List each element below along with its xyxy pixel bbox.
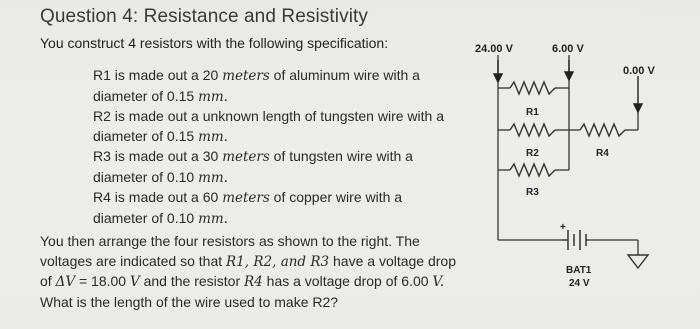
label-24v: 24.00 V xyxy=(475,43,513,55)
label-0v: 0.00 V xyxy=(623,65,655,77)
spec-r2: R2 is made out a unknown length of tungsten wire with a diameter of 0.15 mm. xyxy=(93,108,444,145)
resistor-specs xyxy=(93,66,473,229)
label-plus: + xyxy=(560,222,566,233)
label-bat1: BAT1 xyxy=(566,265,592,276)
battery-symbol xyxy=(562,230,588,250)
spec-r1: R1 is made out a 20 meters of aluminum wire with a diameter of 0.15 mm. xyxy=(93,67,420,105)
intro-text: You construct 4 resistors with the following specification: xyxy=(40,35,389,51)
problem-paragraph: You then arrange the four resistors as shown to the right. The voltages are indicated so that R1, R2, and R3 have a voltage drop of ΔV = 18.00 V and the resistor R4 has a voltage drop of 6.00 V. What is the length of the wire used to make R2? xyxy=(40,233,456,310)
resistor-r3 xyxy=(510,164,555,176)
resistor-r2 xyxy=(510,124,555,136)
ground-icon xyxy=(628,255,648,268)
resistor-r1 xyxy=(510,82,555,94)
question-title: Question 4: Resistance and Resistivity xyxy=(40,6,369,27)
spec-r4: R4 is made out a 60 meters of copper wire with a diameter of 0.10 mm. xyxy=(93,189,403,227)
label-r3: R3 xyxy=(526,187,539,198)
spec-r3: R3 is made out a 30 meters of tungsten wire with a diameter of 0.10 mm. xyxy=(93,148,413,186)
label-24v-battery: 24 V xyxy=(569,278,590,289)
label-r1: R1 xyxy=(526,107,539,118)
label-r4: R4 xyxy=(596,148,609,159)
resistor-r4 xyxy=(580,124,625,136)
label-6v: 6.00 V xyxy=(552,43,584,55)
circuit-diagram xyxy=(470,30,695,295)
label-r2: R2 xyxy=(526,148,539,159)
